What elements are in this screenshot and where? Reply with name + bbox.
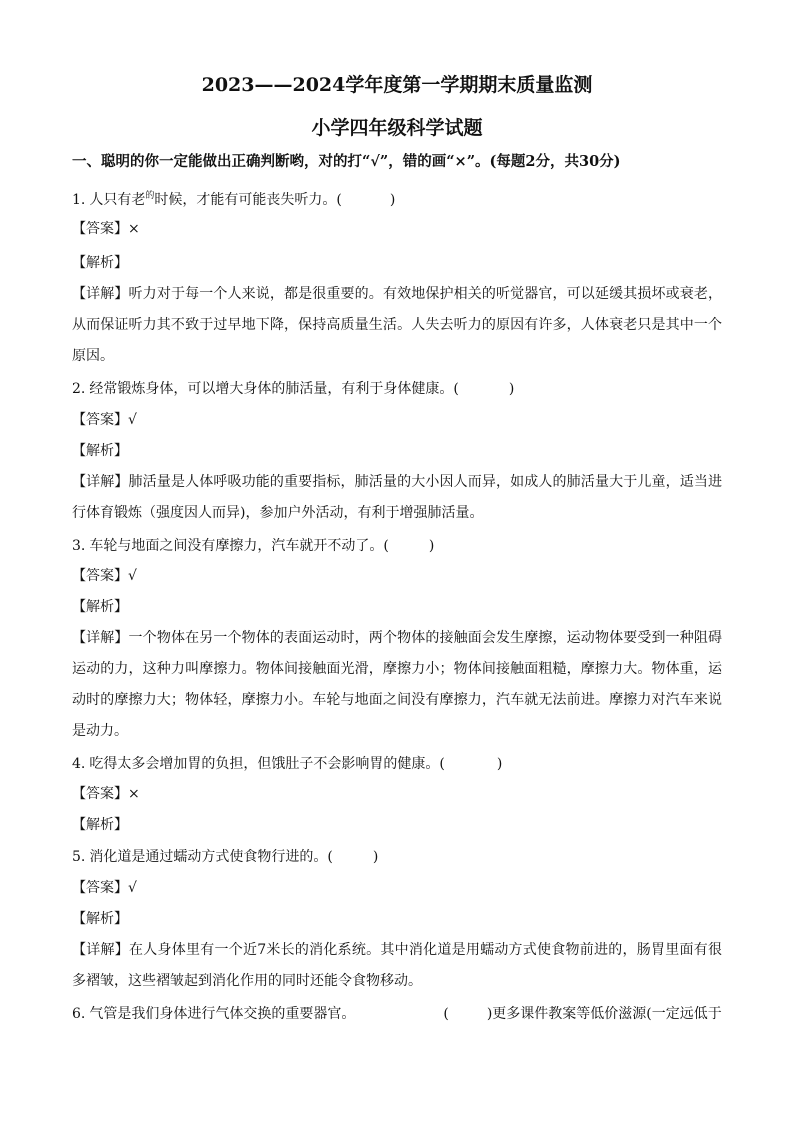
answer-line <box>72 410 137 430</box>
answer-blank-close: ) <box>372 849 379 865</box>
analysis-label: 【解析】 <box>72 817 128 833</box>
question-3 <box>72 535 434 555</box>
answer-label: 【答案】 <box>72 412 128 428</box>
answer-blank-close: ) <box>389 192 396 208</box>
answer-blank-open: ( <box>443 1006 449 1022</box>
question-text: 经常锻炼身体，可以增大身体的肺活量，有利于身体健康。( <box>89 381 459 397</box>
question-number: 6. <box>72 1006 86 1022</box>
answer-label: 【答案】 <box>72 568 128 584</box>
question-text: 时候，才能有可能丧失听力。( <box>154 192 342 208</box>
answer-blank-close: ) <box>428 538 435 554</box>
question-text-superscript: 的 <box>145 191 155 201</box>
document-subtitle: 小学四年级科学试题 <box>311 117 483 139</box>
detail-text: 一个物体在另一个物体的表面运动时，两个物体的接触面会发生摩擦，运动物体要受到一种阻碍运动的力，这种力叫摩擦力。物体间接触面光滑，摩擦力小；物体间接触面粗糙，摩擦力大。物体重，运动时的摩擦力大；物体轻，摩擦力小。车轮与地面之间没有摩擦力，汽车就无法前进。摩擦力对汽车来说是动力。 <box>72 630 723 739</box>
detail-paragraph <box>72 467 722 529</box>
answer-line <box>72 566 137 586</box>
question-2 <box>72 378 514 398</box>
question-5 <box>72 846 378 866</box>
answer-line <box>72 219 140 239</box>
answer-label: 【答案】 <box>72 880 128 896</box>
question-number: 4. <box>72 756 86 772</box>
question-text: 车轮与地面之间没有摩擦力，汽车就开不动了。( <box>89 538 389 554</box>
question-1 <box>72 188 395 209</box>
answer-value: √ <box>128 568 137 584</box>
document-title: 2023——2024学年度第一学期期末质量监测 <box>201 74 593 96</box>
detail-label: 【详解】 <box>72 474 129 490</box>
question-text: 消化道是通过蠕动方式使食物行进的。( <box>89 849 333 865</box>
question-text: 气管是我们身体进行气体交换的重要器官。 <box>89 1006 356 1022</box>
question-text: 吃得太多会增加胃的负担，但饿肚子不会影响胃的健康。( <box>89 756 445 772</box>
answer-blank-close-tail: )更多课件教案等低价滋源(一定远低于 <box>486 1006 722 1022</box>
answer-blank-close: ) <box>496 756 503 772</box>
answer-line <box>72 878 137 898</box>
question-number: 2. <box>72 381 86 397</box>
answer-value: × <box>128 786 140 802</box>
answer-blank-close: ) <box>508 381 515 397</box>
answer-label: 【答案】 <box>72 221 128 237</box>
detail-text: 肺活量是人体呼吸功能的重要指标，肺活量的大小因人而异，如成人的肺活量大于儿童，适当进行体育锻炼（强度因人而异)，参加户外活动，有利于增强肺活量。 <box>72 474 723 521</box>
answer-value: √ <box>128 412 137 428</box>
detail-paragraph <box>72 623 722 747</box>
answer-value: × <box>128 221 140 237</box>
answer-value: √ <box>128 880 137 896</box>
question-number: 5. <box>72 849 86 865</box>
answer-label: 【答案】 <box>72 786 128 802</box>
analysis-label: 【解析】 <box>72 255 128 271</box>
section-heading: 一、聪明的你一定能做出正确判断哟，对的打“√”，错的画“×”。(每题2分，共30分) <box>72 153 621 170</box>
analysis-label: 【解析】 <box>72 443 128 459</box>
analysis-label: 【解析】 <box>72 599 128 615</box>
detail-paragraph <box>72 935 722 997</box>
detail-label: 【详解】 <box>72 286 129 302</box>
question-number: 1. <box>72 192 86 208</box>
question-text: 人只有老 <box>89 192 146 208</box>
question-number: 3. <box>72 538 86 554</box>
detail-text: 听力对于每一个人来说，都是很重要的。有效地保护相关的听觉器官，可以延缓其损坏或衰老，从而保证听力其不致于过早地下降，保持高质量生活。人失去听力的原因有许多，人体衰老只是其中一个原因。 <box>72 286 723 364</box>
detail-paragraph <box>72 279 722 372</box>
question-6 <box>72 1003 722 1023</box>
question-4 <box>72 753 502 773</box>
answer-line <box>72 784 140 804</box>
detail-text: 在人身体里有一个近7米长的消化系统。其中消化道是用蠕动方式使食物前进的，肠胃里面有很多褶皱，这些褶皱起到消化作用的同时还能令食物移动。 <box>72 942 723 989</box>
detail-label: 【详解】 <box>72 630 129 646</box>
detail-label: 【详解】 <box>72 942 129 958</box>
analysis-label: 【解析】 <box>72 911 128 927</box>
